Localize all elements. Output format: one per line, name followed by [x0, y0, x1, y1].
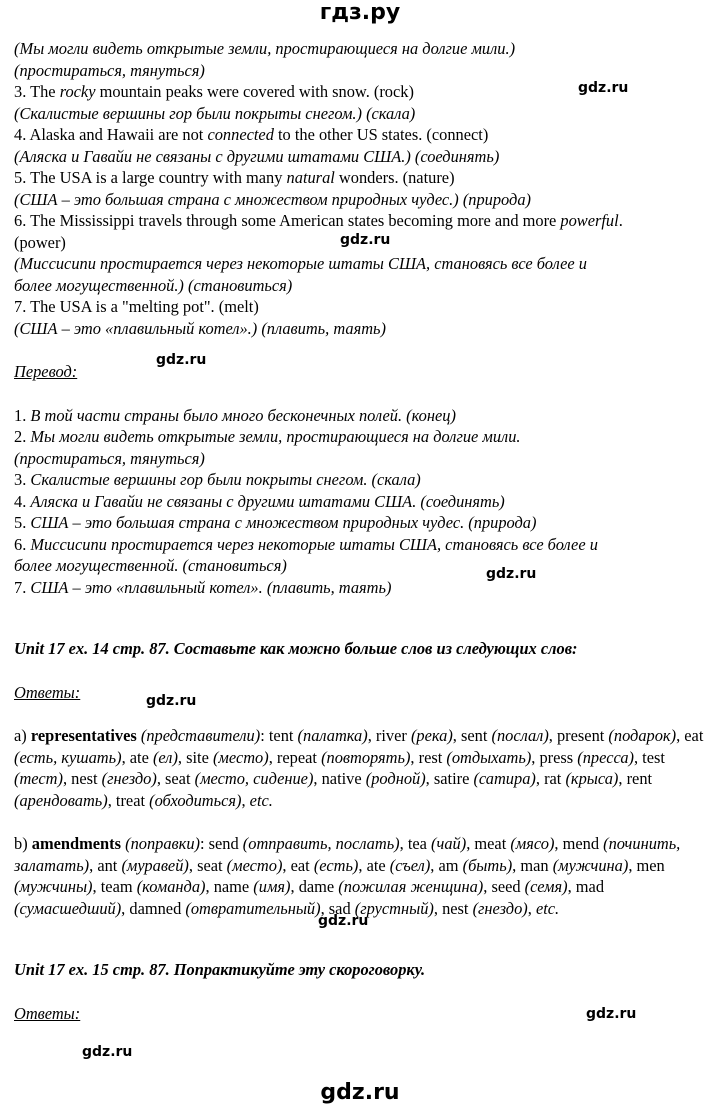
- word-en: eat: [684, 726, 704, 745]
- sentence-text: 4. Alaska and Hawaii are not: [14, 125, 208, 144]
- text-line: [14, 167, 710, 189]
- list-prefix: a): [14, 726, 31, 745]
- word-en: seat: [197, 855, 227, 875]
- translation-text: Миссисипи простирается через некоторые штаты США, становясь все более и: [30, 534, 598, 554]
- word-en: native: [321, 769, 366, 788]
- text-line: (Миссисипи простирается через некоторые штаты США, становясь все более и: [14, 254, 587, 273]
- word-ru: (палатка): [297, 726, 368, 745]
- text-line: (США – это «плавильный котел».) (плавить, таять): [14, 318, 386, 338]
- watermark: gdz.ru: [156, 352, 207, 368]
- word-en: sad: [328, 898, 355, 918]
- word-ru: (чай): [431, 834, 467, 853]
- watermark: gdz.ru: [578, 80, 629, 96]
- word-en: team: [100, 877, 137, 896]
- translation-text: Аляска и Гавайи не связаны с другими штатами США. (соединять): [30, 491, 505, 511]
- word-en: test: [642, 747, 665, 767]
- translation-line: [14, 469, 710, 491]
- text-line: более могущественной.) (становиться): [14, 275, 293, 295]
- word-ru: (подарок): [608, 726, 677, 745]
- word-en: rest: [418, 747, 447, 767]
- word-ru: (место): [212, 747, 269, 767]
- word-en: sent: [460, 726, 492, 745]
- site-title: гдз.ру: [319, 0, 401, 25]
- ex14-answer-a: a) representatives (представители): tent (палатка), river (река), sent (послал), present (подарок), eat (есть, кушать), ate (ел), site (место), repeat (повторять), rest (отдыхать), press (пресса), test (тест), nest (гнездо), seat (место, сидение), native (родной), satire (сатира), rat (крыса), rent (арендовать), treat (обходиться), etc.: [14, 726, 704, 810]
- word-ru: (муравей): [121, 855, 189, 875]
- translation-text: США – это большая страна с множеством природных чудес. (природа): [30, 513, 537, 532]
- word-ru: (команда): [136, 877, 206, 896]
- ex14-answers-label: Ответы:: [14, 682, 81, 702]
- translation-line: [14, 426, 710, 448]
- source-word: representatives: [30, 726, 137, 745]
- watermark: gdz.ru: [146, 693, 197, 709]
- word-ru: (отдыхать): [446, 747, 532, 767]
- word-ru: (пресса): [577, 747, 634, 767]
- source-gloss: (представители): [136, 726, 261, 745]
- text-line: [14, 124, 710, 146]
- word-en: river: [375, 726, 411, 745]
- list-tail: etc.: [535, 898, 560, 918]
- word-ru: (арендовать): [14, 790, 108, 810]
- word-en: dame: [298, 877, 339, 896]
- translation-text: более могущественной. (становиться): [14, 556, 287, 575]
- answer-word: rocky: [59, 82, 96, 101]
- line-number: 1.: [14, 405, 31, 425]
- word-ru: (есть): [313, 855, 359, 875]
- word-ru: (родной): [365, 769, 426, 788]
- translation-line: [14, 448, 710, 470]
- line-number: 3.: [14, 470, 31, 489]
- word-en: treat: [115, 790, 150, 810]
- word-en: mad: [575, 877, 605, 896]
- sentence-text: .: [618, 211, 623, 230]
- word-ru: (река): [410, 726, 453, 745]
- word-en: meat: [474, 834, 511, 853]
- text-line: (США – это большая страна с множеством природных чудес.) (природа): [14, 189, 531, 209]
- translation-line: [14, 491, 710, 513]
- word-ru: (тест): [14, 769, 63, 788]
- source-word: amendments: [31, 834, 122, 853]
- answer-word: natural: [286, 168, 335, 187]
- word-ru: (грустный): [354, 898, 434, 918]
- word-ru: (мясо): [510, 834, 555, 853]
- line-number: 4.: [14, 491, 31, 511]
- ex15-heading: Unit 17 ex. 15 стр. 87. Попрактикуйте эту скороговорку.: [14, 960, 426, 979]
- sentence-text: 5. The USA is a large country with many: [14, 168, 287, 187]
- line-number: 2.: [14, 427, 31, 446]
- text-line: (Скалистые вершины гор были покрыты снегом.) (скала): [14, 103, 416, 123]
- sentence-text: 3. The: [14, 82, 60, 101]
- translation-label: Перевод:: [14, 362, 78, 381]
- line-number: 6.: [14, 534, 31, 554]
- word-en: nest: [71, 769, 102, 788]
- word-ru: (мужчина): [552, 855, 629, 875]
- word-en: satire: [433, 769, 474, 788]
- word-en: ate: [129, 747, 153, 767]
- word-ru: (починить, залатать): [14, 834, 681, 875]
- word-en: eat: [290, 855, 314, 875]
- sentence-text: 6. The Mississippi travels through some American states becoming more and more: [14, 211, 561, 230]
- word-ru: (сумасшедший): [14, 898, 122, 918]
- word-ru: (повторять): [321, 747, 411, 767]
- word-en: present: [556, 726, 609, 745]
- ex14-answer-b: b) amendments (поправки): send (отправить, послать), tea (чай), meat (мясо), mend (починить, залатать), ant (муравей), seat (место), eat (есть), ate (съел), am (быть), man (мужчина), men (мужчины), team (команда), name (имя), dame (пожилая женщина), seed (семя), mad (сумасшедший), damned (отвратительный), sad (грустный), nest (гнездо), etc.: [14, 834, 681, 918]
- list-prefix: b): [14, 834, 32, 853]
- watermark: gdz.ru: [318, 913, 369, 929]
- translation-line: [14, 405, 710, 427]
- translation-block: [14, 405, 710, 599]
- word-en: man: [520, 855, 553, 875]
- translation-text: США – это «плавильный котел». (плавить, таять): [30, 577, 392, 597]
- text-line: [14, 296, 710, 318]
- ex14-heading: Unit 17 ex. 14 стр. 87. Составьте как можно больше слов из следующих слов:: [14, 639, 578, 658]
- word-en: ant: [97, 855, 122, 875]
- ex15-answers-label: Ответы:: [14, 1003, 81, 1023]
- word-en: seat: [165, 769, 195, 788]
- word-ru: (гнездо): [472, 898, 528, 918]
- word-ru: (место): [226, 855, 283, 875]
- text-line: (простираться, тянуться): [14, 60, 205, 80]
- translation-text: В той части страны было много бесконечных полей. (конец): [30, 405, 456, 425]
- word-en: mend: [562, 834, 604, 853]
- translation-line: [14, 577, 710, 599]
- word-en: repeat: [276, 747, 322, 767]
- sentence-text: to the other US states. (connect): [273, 125, 489, 144]
- word-ru: (сатира): [473, 769, 536, 788]
- footer-watermark: gdz.ru: [320, 1080, 400, 1105]
- text-line: [14, 210, 710, 232]
- word-ru: (пожилая женщина): [338, 877, 484, 896]
- word-ru: (отвратительный): [185, 898, 321, 918]
- word-ru: (гнездо): [101, 769, 157, 788]
- word-en: send: [208, 834, 243, 853]
- watermark: gdz.ru: [340, 232, 391, 248]
- word-en: nest: [442, 898, 473, 918]
- answer-word: powerful: [560, 211, 619, 230]
- word-en: seed: [491, 877, 525, 896]
- translation-line: [14, 512, 710, 534]
- word-ru: (крыса): [565, 769, 619, 788]
- word-ru: (мужчины): [14, 877, 93, 896]
- source-gloss: (поправки): [121, 834, 200, 853]
- sentence-text: mountain peaks were covered with snow. (rock): [95, 82, 414, 101]
- word-en: tent: [268, 726, 298, 745]
- list-tail: etc.: [249, 790, 273, 810]
- answer-word: connected: [207, 125, 274, 144]
- sentence-text: wonders. (nature): [334, 168, 455, 187]
- word-en: rent: [626, 769, 653, 788]
- content: [14, 38, 710, 1024]
- word-en: damned: [129, 898, 186, 918]
- word-en: press: [539, 747, 578, 767]
- text-line: (Мы могли видеть открытые земли, простирающиеся на долгие мили.): [14, 39, 516, 58]
- line-number: 7.: [14, 577, 31, 597]
- word-ru: (семя): [524, 877, 568, 896]
- word-en: men: [636, 855, 665, 875]
- word-en: ate: [366, 855, 390, 875]
- translation-text: Скалистые вершины гор были покрыты снегом. (скала): [30, 470, 421, 489]
- word-en: name: [213, 877, 254, 896]
- watermark: gdz.ru: [486, 566, 537, 582]
- word-ru: (обходиться): [149, 790, 242, 810]
- translation-line: [14, 534, 710, 556]
- translation-text: (простираться, тянуться): [14, 448, 205, 468]
- translation-line: [14, 555, 710, 577]
- word-ru: (отправить, послать): [242, 834, 400, 853]
- word-ru: (есть, кушать): [14, 747, 122, 767]
- word-en: rat: [544, 769, 566, 788]
- word-ru: (послал): [491, 726, 549, 745]
- word-ru: (место, сидение): [194, 769, 314, 788]
- text-line: (Аляска и Гавайи не связаны с другими штатами США.) (соединять): [14, 146, 500, 166]
- word-en: site: [186, 747, 213, 767]
- watermark: gdz.ru: [586, 1006, 637, 1022]
- translation-text: Мы могли видеть открытые земли, простирающиеся на долгие мили.: [30, 427, 521, 446]
- word-ru: (ел): [152, 747, 178, 767]
- word-en: tea: [407, 834, 432, 853]
- word-ru: (съел): [389, 855, 431, 875]
- sentence-text: (power): [14, 232, 66, 252]
- sentence-text: 7. The USA is a "melting pot". (melt): [14, 297, 259, 316]
- word-ru: (имя): [253, 877, 291, 896]
- watermark: gdz.ru: [82, 1044, 133, 1060]
- word-en: am: [438, 855, 463, 875]
- word-ru: (быть): [462, 855, 513, 875]
- line-number: 5.: [14, 513, 31, 532]
